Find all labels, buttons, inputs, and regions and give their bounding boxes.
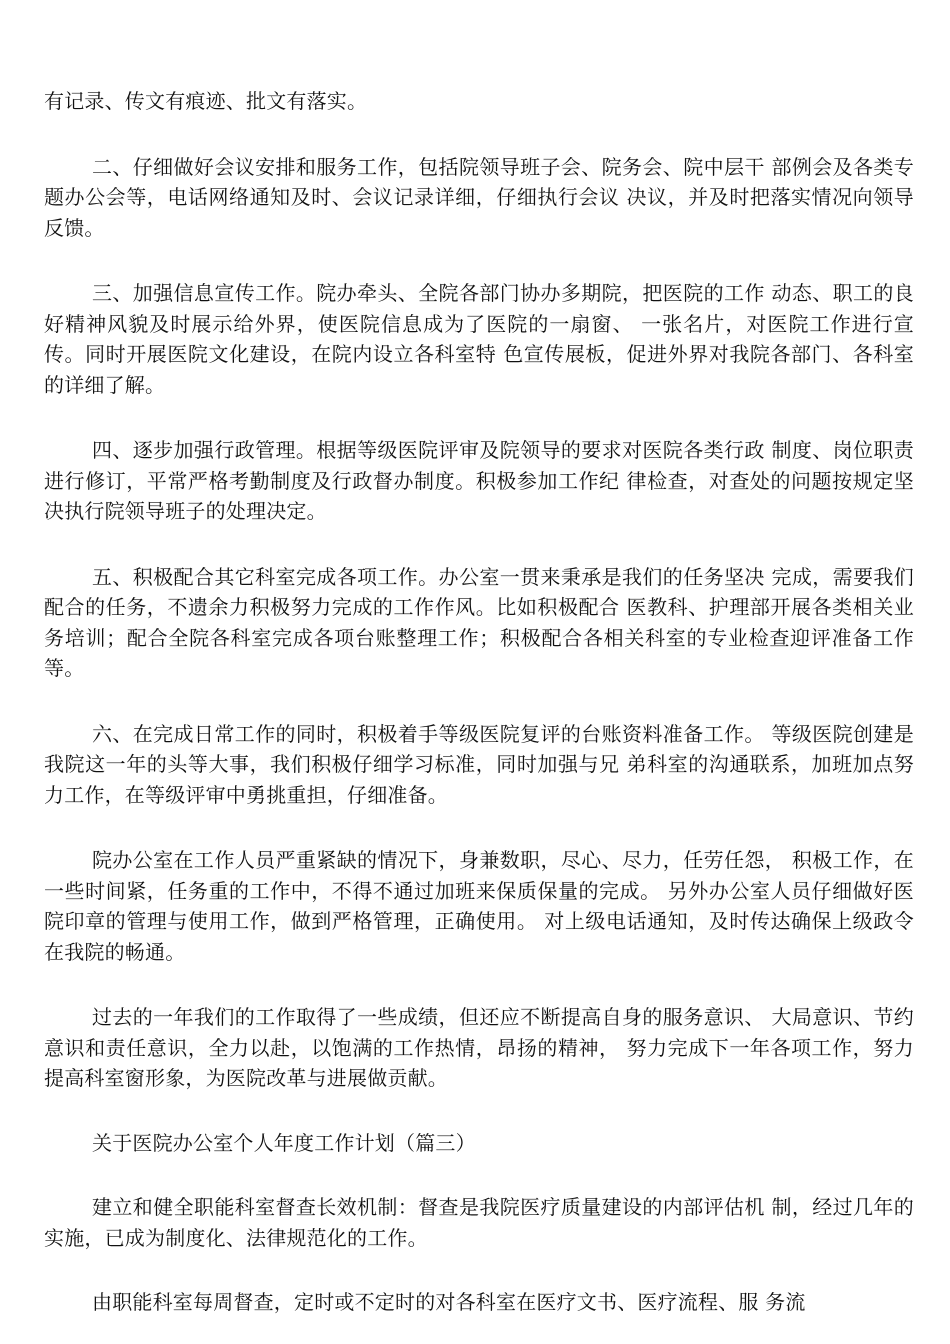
paragraph-continuation: 有记录、传文有痕迹、批文有落实。 — [44, 89, 368, 113]
paragraph-item-2: 二、仔细做好会议安排和服务工作，包括院领导班子会、院务会、院中层干 部例会及各类专题办公会等，电话网络通知及时、会议记录详细，仔细执行会议 决议，并及时把落实情况向领导反馈。 — [44, 154, 914, 240]
paragraph-supervision-mechanism: 建立和健全职能科室督查长效机制：督查是我院医疗质量建设的内部评估机 制，经过几年的实施，已成为制度化、法律规范化的工作。 — [44, 1195, 914, 1250]
document-page — [44, 86, 914, 1318]
paragraph-item-5: 五、积极配合其它科室完成各项工作。办公室一贯来秉承是我们的任务坚决 完成，需要我们配合的任务，不遗余力积极努力完成的工作作风。比如积极配合 医教科、护理部开展各类相关业务培训；配合全院各科室完成各项台账整理工作；积极配合各相关科室的专业检查迎评准备工作等。 — [44, 564, 914, 680]
paragraph-weekly-supervision: 由职能科室每周督查，定时或不定时的对各科室在医疗文书、医疗流程、服 务流 — [92, 1290, 806, 1314]
paragraph-item-3: 三、加强信息宣传工作。院办牵头、全院各部门协办多期院，把医院的工作 动态、职工的良好精神风貌及时展示给外界，使医院信息成为了医院的一扇窗、 一张名片，对医院工作进行宣传。同时开展医院文化建设，在院内设立各科室特 色宣传展板，促进外界对我院各部门、各科室的详细了解。 — [44, 281, 914, 397]
paragraph-item-6: 六、在完成日常工作的同时，积极着手等级医院复评的台账资料准备工作。 等级医院创建是我院这一年的头等大事，我们积极仔细学习标准，同时加强与兄 弟科室的沟通联系，加班加点努力工作，在等级评审中勇挑重担，仔细准备。 — [44, 721, 914, 807]
paragraph-office-summary: 院办公室在工作人员严重紧缺的情况下，身兼数职，尽心、尽力，任劳任怨， 积极工作，在一些时间紧，任务重的工作中，不得不通过加班来保质保量的完成。 另外办公室人员仔细做好医院印章的管理与使用工作，做到严格管理，正确使用。 对上级电话通知，及时传达确保上级政令在我院的畅通。 — [44, 848, 914, 964]
paragraph-conclusion: 过去的一年我们的工作取得了一些成绩，但还应不断提高自身的服务意识、 大局意识、节约意识和责任意识，全力以赴，以饱满的工作热情，昂扬的精神， 努力完成下一年各项工作，努力提高科室窗形象，为医院改革与进展做贡献。 — [44, 1005, 914, 1090]
paragraph-item-4: 四、逐步加强行政管理。根据等级医院评审及院领导的要求对医院各类行政 制度、岗位职责进行修订，平常严格考勤制度及行政督办制度。积极参加工作纪 律检查，对查处的问题按规定坚决执行院领导班子的处理决定。 — [44, 438, 914, 523]
section-heading: 关于医院办公室个人年度工作计划（篇三） — [92, 1130, 476, 1155]
